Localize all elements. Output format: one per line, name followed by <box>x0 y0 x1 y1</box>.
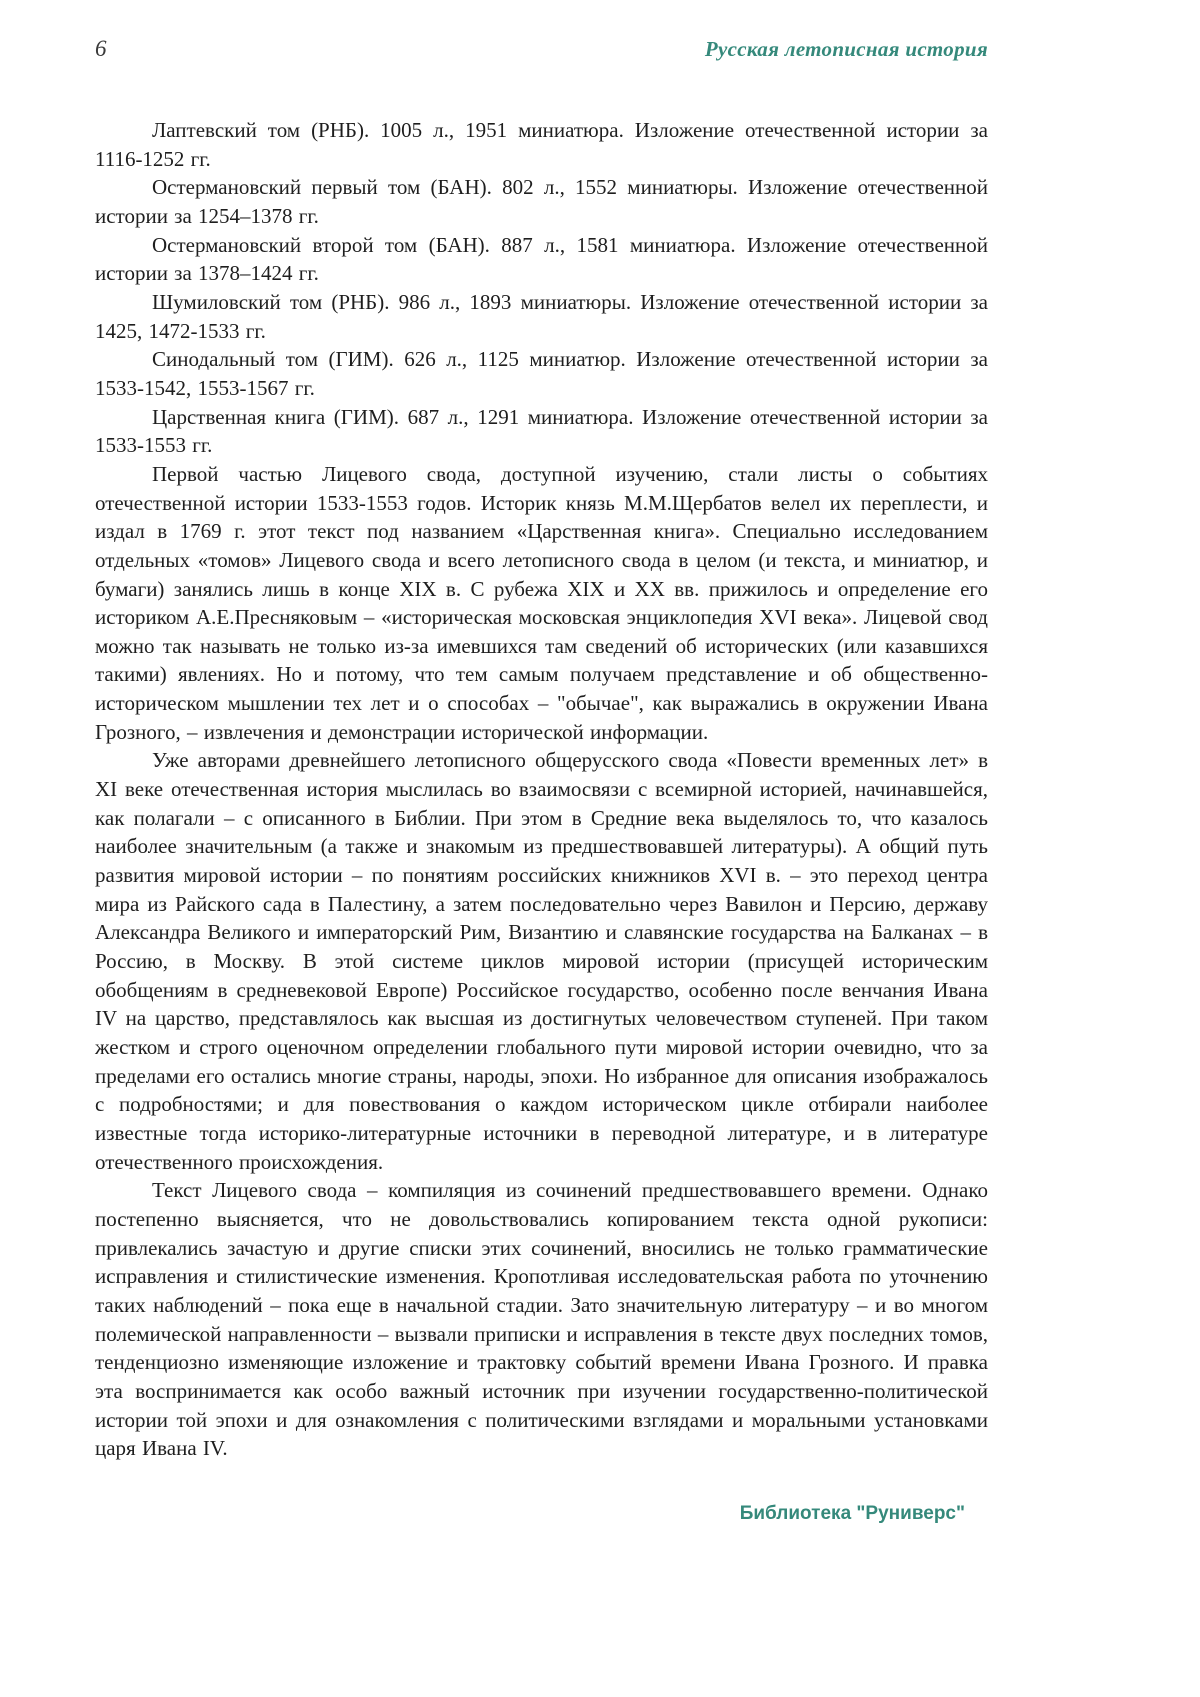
paragraph-body-3: Текст Лицевого свода – компиляция из сочинений предшествовавшего времени. Однако постепенно выясняется, что не довольствовались копированием текста одной рукописи: привлекались зачастую и другие списки этих сочинений, вносились не только грамматические исправления и стилистические изменения. Кропотливая исследовательская работа по уточнению таких наблюдений – пока еще в начальной стадии. Зато значительную литературу – и во многом полемической направленности – вызвали приписки и исправления в тексте двух последних томов, тенденциозно изменяющие изложение и трактовку событий времени Ивана Грозного. И правка эта воспринимается как особо важный источник при изучении государственно-политической истории той эпохи и для ознакомления с политическими взглядами и моральными установками царя Ивана IV. <box>95 1178 988 1461</box>
paragraph-volume-laptevsky: Лаптевский том (РНБ). 1005 л., 1951 миниатюра. Изложение отечественной истории за 1116-1252 гг. <box>95 118 988 171</box>
paragraph-volume-tsarstvennaya: Царственная книга (ГИМ). 687 л., 1291 миниатюра. Изложение отечественной истории за 1533-1553 гг. <box>95 404 988 458</box>
page-footer <box>95 1503 965 1525</box>
paragraph-volume-sinodalny: Синодальный том (ГИМ). 626 л., 1125 миниатюр. Изложение отечественной истории за 1533-1542, 1553-1567 гг. <box>95 347 988 400</box>
page-body <box>95 116 988 1463</box>
running-title: Русская летописная история <box>704 37 988 61</box>
paragraph-volume-ostermanovsky-2: Остермановский второй том (БАН). 887 л., 1581 миниатюра. Изложение отечественной истории за 1378–1424 гг. <box>95 232 988 286</box>
paragraph-volume-shumilovsky: Шумиловский том (РНБ). 986 л., 1893 миниатюры. Изложение отечественной истории за 1425, 1472-1533 гг. <box>95 289 988 343</box>
paragraph-body-1: Первой частью Лицевого свода, доступной изучению, стали листы о событиях отечественной истории 1533-1553 годов. Историк князь М.М.Щербатов велел их переплести, и издал в 1769 г. этот текст под названием «Царственная книга». Специально исследованием отдельных «томов» Лицевого свода и всего летописного свода в целом (и текста, и миниатюр, и бумаги) занялись лишь в конце XIX в. С рубежа XIX и XX вв. прижилось и определение его историком А.Е.Пресняковым – «историческая московская энциклопедия XVI века». Лицевой свод можно так называть не только из-за имевшихся там сведений об исторических (или казавшихся такими) явлениях. Но и потому, что тем самым получаем представление и об общественно-историческом мышлении тех лет и о способах – "обычае", как выражались в окружении Ивана Грозного, – извлечения и демонстрации исторической информации. <box>95 461 988 744</box>
page-header <box>95 36 988 62</box>
paragraph-body-2: Уже авторами древнейшего летописного общерусского свода «Повести временных лет» в XI веке отечественная история мыслилась во взаимосвязи с всемирной историей, начинавшейся, как полагали – с описанного в Библии. При этом в Средние века выделялось то, что казалось наиболее значительным (а также и знакомым из предшествовавшей литературы). А общий путь развития мировой истории – по понятиям российских книжников XVI в. – это переход центра мира из Райского сада в Палестину, а затем последовательно через Вавилон и Персию, державу Александра Великого и императорский Рим, Византию и славянские государства на Балканах – в Россию, в Москву. В этой системе циклов мировой истории (присущей историческим обобщениям в средневековой Европе) Российское государство, особенно после венчания Ивана IV на царство, представлялось как высшая из достигнутых человечеством ступеней. При таком жестком и строго оценочном определении глобального пути мировой истории очевидно, что за пределами его остались многие страны, народы, эпохи. Но избранное для описания изображалось с подробностями; и для повествования о каждом историческом цикле отбирали наиболее известные тогда историко-литературные источники в переводной литературе, и в литературе отечественного происхождения. <box>95 748 988 1174</box>
paragraph-volume-ostermanovsky-1: Остермановский первый том (БАН). 802 л., 1552 миниатюры. Изложение отечественной истории за 1254–1378 гг. <box>95 175 988 228</box>
footer-library-label: Библиотека "Руниверс" <box>739 1503 965 1524</box>
page-number: 6 <box>95 36 107 61</box>
